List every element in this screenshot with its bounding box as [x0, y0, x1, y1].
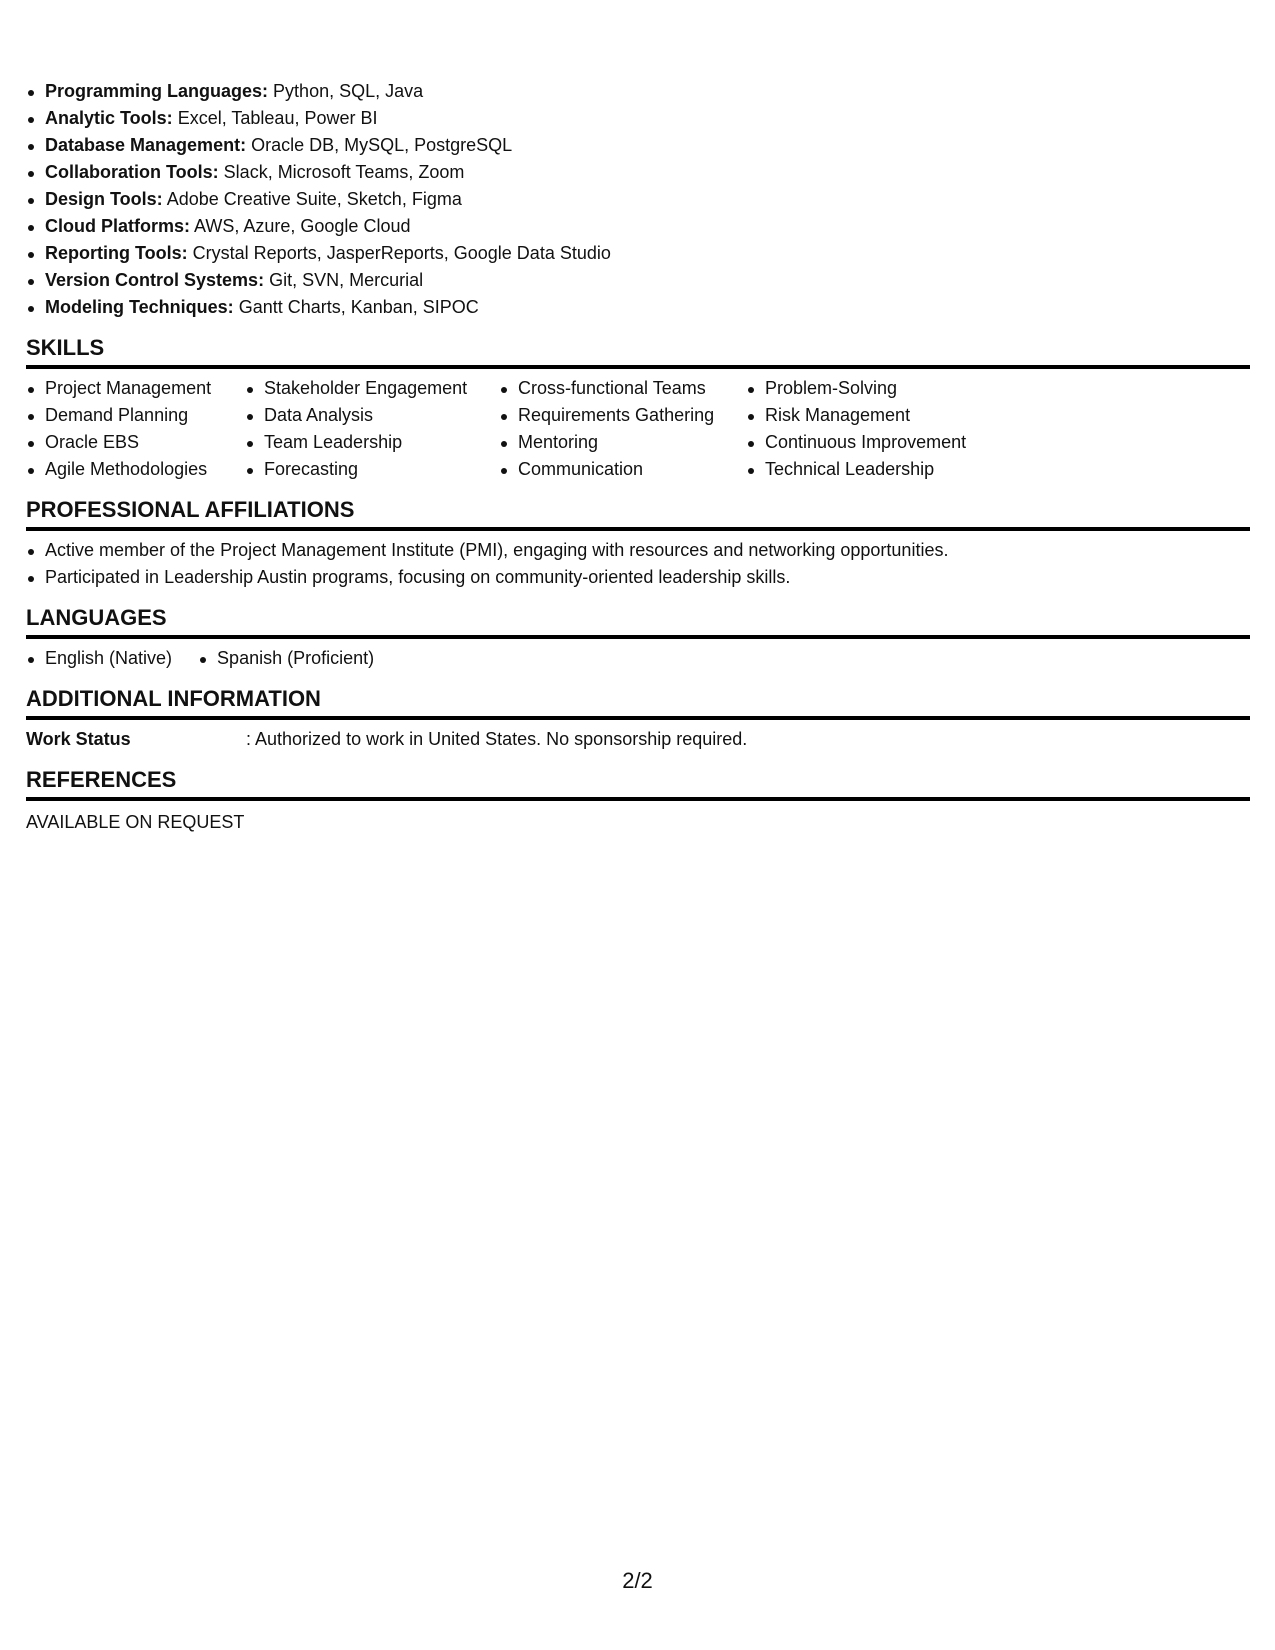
tool-item: Reporting Tools: Crystal Reports, JasperReports, Google Data Studio — [26, 240, 1250, 267]
work-status-label: Work Status — [26, 729, 131, 749]
affiliation-item: Participated in Leadership Austin programs, focusing on community-oriented leadership skills. — [26, 564, 1250, 591]
languages-heading: LANGUAGES — [26, 605, 1250, 639]
tool-item: Programming Languages: Python, SQL, Java — [26, 78, 1250, 105]
work-status-value: : Authorized to work in United States. No sponsorship required. — [246, 729, 748, 749]
page-number: 2/2 — [622, 1568, 653, 1593]
skill-item: Agile Methodologies — [26, 456, 227, 483]
affiliations-list — [26, 537, 1250, 591]
skill-item: Demand Planning — [26, 402, 227, 429]
skill-item: Team Leadership — [245, 429, 481, 456]
language-item: English (Native) — [26, 645, 172, 672]
skill-item: Oracle EBS — [26, 429, 227, 456]
references-text: AVAILABLE ON REQUEST — [26, 812, 245, 832]
skill-item: Cross-functional Teams — [499, 375, 728, 402]
skill-item: Problem-Solving — [746, 375, 966, 402]
tool-item: Database Management: Oracle DB, MySQL, PostgreSQL — [26, 132, 1250, 159]
work-status-row — [26, 726, 1250, 753]
skill-item: Requirements Gathering — [499, 402, 728, 429]
skills-heading: SKILLS — [26, 335, 1250, 369]
skills-column — [245, 375, 481, 483]
tool-item: Version Control Systems: Git, SVN, Mercurial — [26, 267, 1250, 294]
tool-item: Analytic Tools: Excel, Tableau, Power BI — [26, 105, 1250, 132]
affiliation-item: Active member of the Project Management Institute (PMI), engaging with resources and networking opportunities. — [26, 537, 1250, 564]
tool-item: Design Tools: Adobe Creative Suite, Sketch, Figma — [26, 186, 1250, 213]
skill-item: Project Management — [26, 375, 227, 402]
skill-item: Communication — [499, 456, 728, 483]
skill-item: Continuous Improvement — [746, 429, 966, 456]
tool-item: Cloud Platforms: AWS, Azure, Google Cloud — [26, 213, 1250, 240]
tools-list — [26, 78, 1250, 321]
skills-column — [746, 375, 966, 483]
tool-item: Collaboration Tools: Slack, Microsoft Teams, Zoom — [26, 159, 1250, 186]
skills-grid — [26, 375, 1250, 483]
affiliations-heading: PROFESSIONAL AFFILIATIONS — [26, 497, 1250, 531]
skills-column — [499, 375, 728, 483]
tool-item: Modeling Techniques: Gantt Charts, Kanban, SIPOC — [26, 294, 1250, 321]
additional-info-heading: ADDITIONAL INFORMATION — [26, 686, 1250, 720]
skill-item: Risk Management — [746, 402, 966, 429]
skill-item: Forecasting — [245, 456, 481, 483]
resume-page — [26, 78, 1250, 836]
skill-item: Technical Leadership — [746, 456, 966, 483]
skill-item: Mentoring — [499, 429, 728, 456]
references-heading: REFERENCES — [26, 767, 1250, 801]
skills-column — [26, 375, 227, 483]
skill-item: Stakeholder Engagement — [245, 375, 481, 402]
skill-item: Data Analysis — [245, 402, 481, 429]
languages-list — [26, 645, 1250, 672]
language-item: Spanish (Proficient) — [198, 645, 374, 672]
